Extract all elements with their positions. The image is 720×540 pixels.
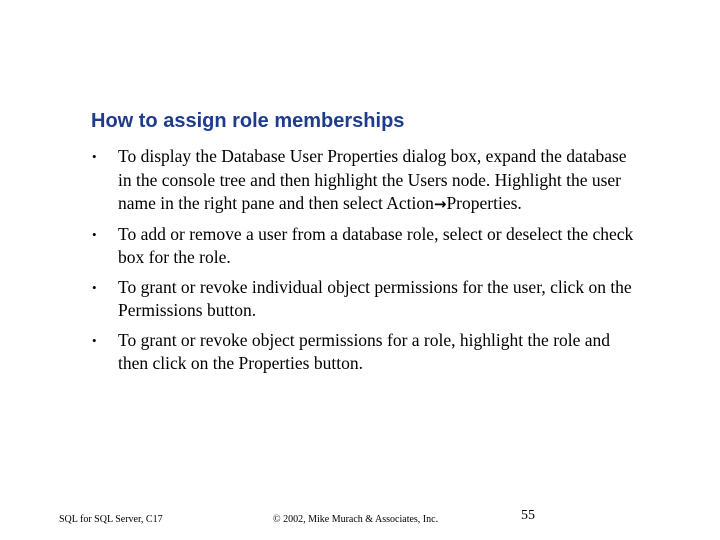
bullet-icon: • (92, 226, 97, 242)
bullet-text-1b: Properties. (446, 193, 522, 213)
bullet-text-1a: To display the Database User Properties dialog box, expand the database in the console tree and then highlight the Users node. Highlight the user name in the right pane and then select Action (118, 146, 627, 213)
bullet-list (90, 145, 635, 382)
bullet-icon: • (92, 332, 97, 348)
arrow-right-icon: → (433, 195, 447, 213)
slide-title: How to assign role memberships (91, 110, 405, 132)
bullet-item-3 (90, 276, 635, 323)
bullet-icon: • (92, 149, 97, 164)
bullet-item-4 (90, 329, 635, 376)
bullet-text-4: To grant or revoke object permissions for a role, highlight the role and then click on the Properties button. (118, 329, 611, 373)
bullet-text-3: To grant or revoke individual object permissions for the user, click on the Permissions button. (118, 276, 632, 320)
bullet-item-1 (90, 145, 635, 217)
bullet-item-2 (90, 223, 635, 270)
footer-course-label: SQL for SQL Server, C17 (59, 514, 163, 525)
footer-copyright: © 2002, Mike Murach & Associates, Inc. (273, 514, 439, 525)
bullet-icon: • (92, 279, 97, 295)
footer-page-number: 55 (521, 508, 535, 523)
bullet-text-2: To add or remove a user from a database role, select or deselect the check box for the role. (118, 223, 634, 267)
